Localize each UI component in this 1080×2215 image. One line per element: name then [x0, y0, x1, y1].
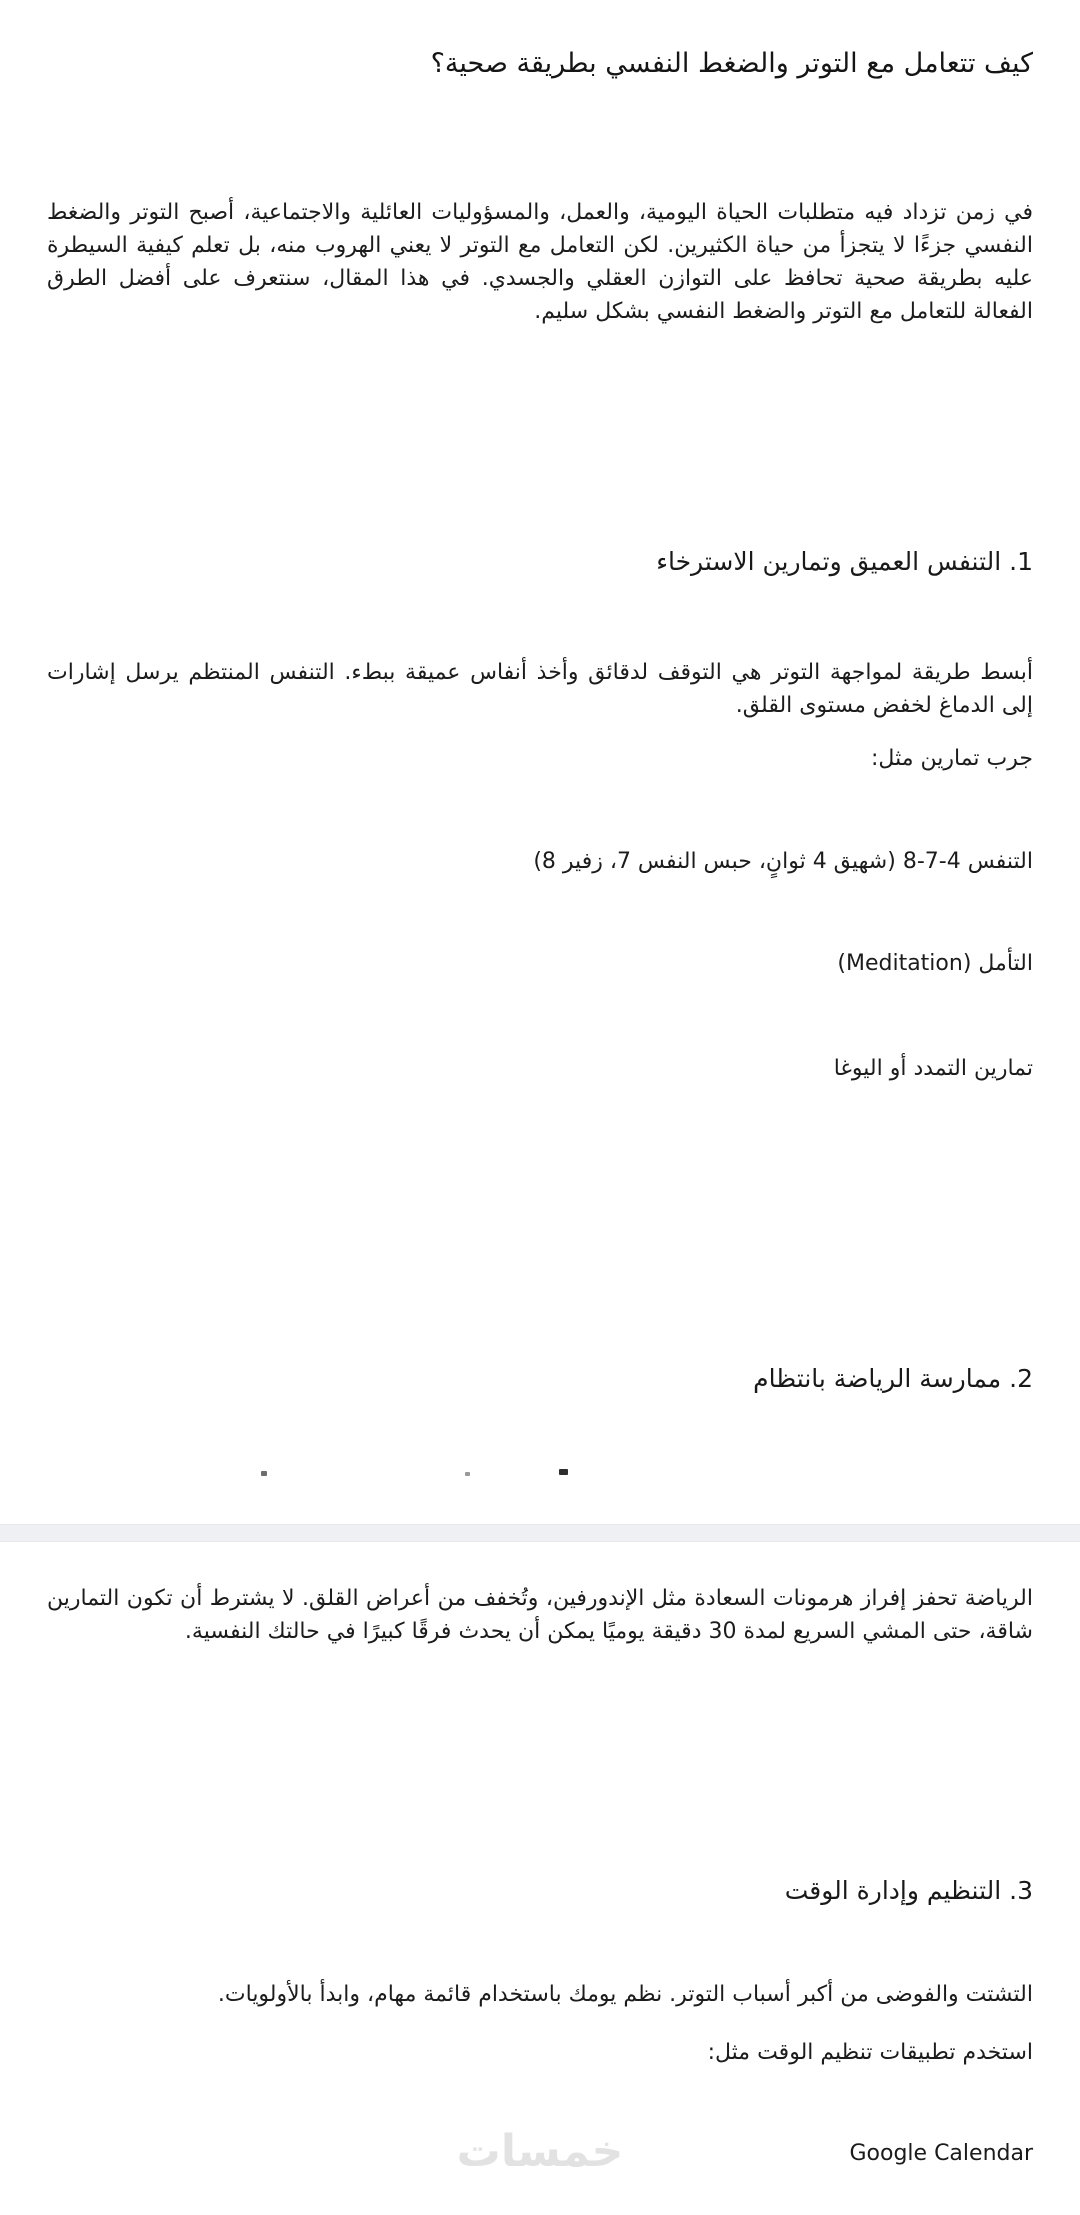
section-3-paragraph: التشتت والفوضى من أكبر أسباب التوتر. نظم يومك باستخدام قائمة مهام، وابدأ بالأولويات.: [217, 1982, 1033, 2007]
list-item-breathing-478: التنفس 4-7-8 (شهيق 4 ثوانٍ، حبس النفس 7، زفير 8): [533, 849, 1033, 874]
list-item-meditation: التأمل (Meditation): [837, 951, 1033, 976]
khamsat-watermark: خمسات: [456, 2126, 624, 2177]
list-item-google-calendar: Google Calendar: [849, 2141, 1033, 2166]
section-1-list-intro: جرب تمارين مثل:: [871, 746, 1033, 771]
intro-paragraph: في زمن تزداد فيه متطلبات الحياة اليومية، والعمل، والمسؤوليات العائلية والاجتماعية، أصبح التوتر والضغط النفسي جزءًا لا يتجزأ من حياة الكثيرين. لكن التعامل مع التوتر لا يعني الهروب منه، بل تعلم كيفية السيطرة عليه بطريقة صحية تحافظ على التوازن العقلي والجسدي. في هذا المقال، سنتعرف على أفضل الطرق الفعالة للتعامل مع التوتر والضغط النفسي بشكل سليم.: [47, 200, 1033, 324]
section-2-heading: 2. ممارسة الرياضة بانتظام: [753, 1364, 1033, 1393]
page-title: كيف تتعامل مع التوتر والضغط النفسي بطريقة صحية؟: [430, 48, 1033, 79]
section-2-paragraph: الرياضة تحفز إفراز هرمونات السعادة مثل الإندورفين، وتُخفف من أعراض القلق. لا يشترط أن تكون التمارين شاقة، حتى المشي السريع لمدة 30 دقيقة يوميًا يمكن أن يحدث فرقًا كبيرًا في حالتك النفسية.: [47, 1586, 1033, 1644]
list-item-stretching-yoga: تمارين التمدد أو اليوغا: [833, 1056, 1033, 1081]
clipped-text-fragment: [559, 1469, 568, 1475]
clipped-text-fragment: [465, 1472, 470, 1476]
section-1-heading: 1. التنفس العميق وتمارين الاسترخاء: [656, 547, 1033, 576]
clipped-text-fragment: [261, 1471, 267, 1476]
section-3-list-intro: استخدم تطبيقات تنظيم الوقت مثل:: [707, 2040, 1033, 2065]
section-3-heading: 3. التنظيم وإدارة الوقت: [784, 1876, 1033, 1905]
page-break-gap: [0, 1524, 1080, 1542]
section-1-paragraph: أبسط طريقة لمواجهة التوتر هي التوقف لدقائق وأخذ أنفاس عميقة ببطء. التنفس المنتظم يرسل إشارات إلى الدماغ لخفض مستوى القلق.: [47, 660, 1033, 718]
